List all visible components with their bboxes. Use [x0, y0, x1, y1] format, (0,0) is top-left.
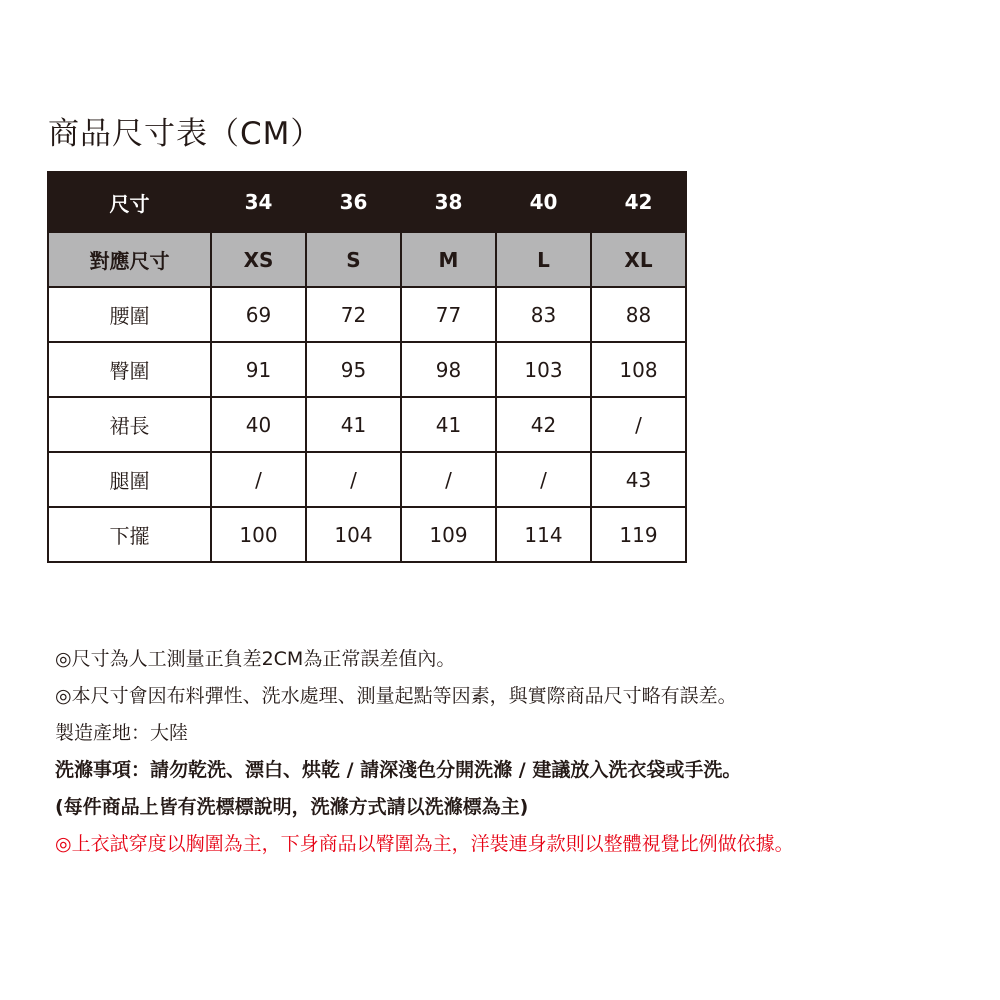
size-mapping-cell: L: [496, 232, 591, 287]
note-fabric-variance: ◎本尺寸會因布料彈性、洗水處理、測量起點等因素，與實際商品尺寸略有誤差。: [55, 685, 737, 707]
table-cell: 100: [211, 507, 306, 562]
notes-section: [55, 641, 995, 863]
page-title: 商品尺寸表（CM）: [48, 116, 323, 152]
note-care-label: (每件商品上皆有洗標標說明，洗滌方式請以洗滌標為主): [55, 796, 529, 818]
size-header-cell: 38: [401, 172, 496, 232]
table-cell: /: [591, 397, 686, 452]
size-mapping-cell: S: [306, 232, 401, 287]
table-row-waist: [48, 287, 686, 342]
table-cell: 103: [496, 342, 591, 397]
size-header-cell: 42: [591, 172, 686, 232]
note-fit-guide: ◎上衣試穿度以胸圍為主，下身商品以臀圍為主，洋裝連身款則以整體視覺比例做依據。: [55, 833, 794, 855]
table-cell: 42: [496, 397, 591, 452]
table-row-thigh: [48, 452, 686, 507]
table-cell: 91: [211, 342, 306, 397]
table-cell: 109: [401, 507, 496, 562]
table-row-hem: [48, 507, 686, 562]
note-measurement-tolerance: ◎尺寸為人工測量正負差2CM為正常誤差值內。: [55, 648, 456, 670]
table-cell: 41: [306, 397, 401, 452]
table-cell: 95: [306, 342, 401, 397]
table-row-hip: [48, 342, 686, 397]
size-mapping-cell: M: [401, 232, 496, 287]
table-cell: 69: [211, 287, 306, 342]
table-cell: 98: [401, 342, 496, 397]
row-label: 下擺: [48, 507, 211, 562]
size-header-row: [48, 172, 686, 232]
row-label: 腰圍: [48, 287, 211, 342]
table-cell: /: [306, 452, 401, 507]
note-washing-instructions: 洗滌事項：請勿乾洗、漂白、烘乾 / 請深淺色分開洗滌 / 建議放入洗衣袋或手洗。: [55, 759, 742, 781]
table-cell: 72: [306, 287, 401, 342]
table-cell: /: [211, 452, 306, 507]
size-mapping-cell: XL: [591, 232, 686, 287]
size-header-cell: 40: [496, 172, 591, 232]
table-cell: 43: [591, 452, 686, 507]
size-header-cell: 34: [211, 172, 306, 232]
table-cell: 108: [591, 342, 686, 397]
size-mapping-label: 對應尺寸: [48, 232, 211, 287]
table-cell: 83: [496, 287, 591, 342]
table-cell: 114: [496, 507, 591, 562]
size-header-cell: 36: [306, 172, 401, 232]
table-cell: /: [401, 452, 496, 507]
size-mapping-row: [48, 232, 686, 287]
row-label: 腿圍: [48, 452, 211, 507]
table-cell: 40: [211, 397, 306, 452]
size-mapping-cell: XS: [211, 232, 306, 287]
table-cell: 41: [401, 397, 496, 452]
table-row-skirt-length: [48, 397, 686, 452]
row-label: 裙長: [48, 397, 211, 452]
table-cell: 88: [591, 287, 686, 342]
size-chart-table: [47, 171, 687, 563]
table-cell: 77: [401, 287, 496, 342]
table-cell: 104: [306, 507, 401, 562]
size-header-label: 尺寸: [48, 172, 211, 232]
note-origin: 製造產地：大陸: [55, 722, 189, 744]
table-cell: 119: [591, 507, 686, 562]
table-cell: /: [496, 452, 591, 507]
row-label: 臀圍: [48, 342, 211, 397]
